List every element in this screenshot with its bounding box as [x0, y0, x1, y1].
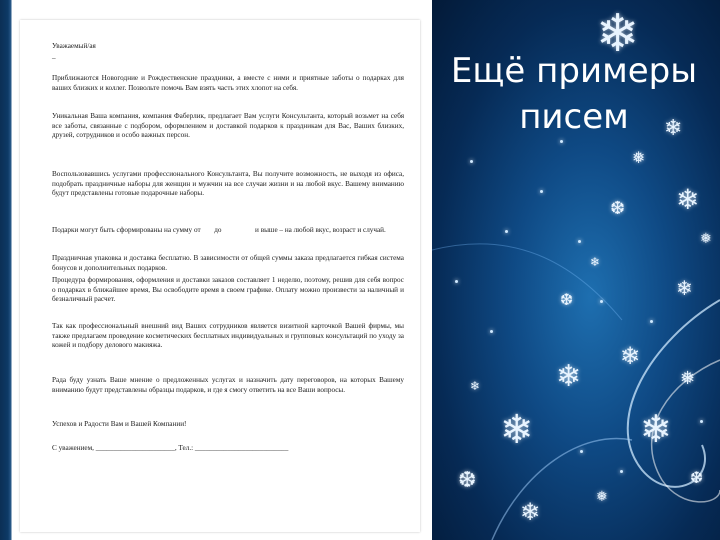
snowflake-icon: ❄ [640, 407, 672, 451]
snowflake-icon: ❅ [596, 489, 608, 505]
snowflake-icon: ❄ [676, 276, 693, 300]
letter-paragraph-1: Приближаются Новогодние и Рождественские праздники, а вместе с ними и приятные заботы о подарках для ваших близких и коллег. Позвольте помочь Вам взять часть этих хлопот на себя. [52, 74, 404, 92]
p4-part-c: и выше – на любой вкус, возраст и случай. [255, 226, 386, 234]
p4-part-b: до [214, 226, 222, 234]
snowflake-icon: ❄ [664, 116, 683, 141]
letter-page [20, 20, 420, 532]
sparkle [578, 240, 581, 243]
sparkle [455, 280, 458, 283]
letter-signature-line [52, 444, 404, 454]
snowflake-icon: ❄ [556, 359, 582, 394]
slide-title-line-2: писем [519, 97, 629, 137]
letter-greeting: Уважаемый/ая [52, 42, 96, 50]
sparkle [505, 230, 508, 233]
letter-paragraph-7: Так как профессиональный внешний вид Ваших сотрудников является визитной карточкой Вашей фирмы, мы также предлагаем проведение косметических бесплатных индивидуальных и групповых консультаций по уходу за кожей и подбору делового макияжа. [52, 322, 404, 350]
sparkle [580, 450, 583, 453]
letter-paragraph-4 [52, 226, 404, 236]
snowflake-icon: ❆ [560, 290, 574, 309]
letter-paragraph-8: Рада буду узнать Ваше мнение о предложенных услугах и назначить дату переговоров, на которых Вашему вниманию будут представлены образцы подарков, и где я смогу ответить на все Ваши вопросы. [52, 376, 404, 394]
letter-paragraph-2: Уникальная Ваша компания, компания Фаберлик, предлагает Вам услуги Консультанта, который возьмет на себя все заботы, связанные с подбором, оформлением и доставкой подарков к праздникам для Вас, Ваших близких, друзей, сотрудников и особо важных персон. [52, 112, 404, 140]
sparkle [560, 140, 563, 143]
letter-paragraph-3: Воспользовавшись услугами профессионального Консультанта, Вы получите возможность, не выходя из офиса, подобрать праздничные наборы для женщин и мужчин на все случаи жизни и на любой вкус. Вашему вниманию будут представлены готовые подарочные наборы. [52, 170, 404, 198]
closing-label: С уважением, [52, 444, 94, 452]
sparkle [490, 330, 493, 333]
sparkle [700, 420, 703, 423]
sparkle [620, 470, 623, 473]
sparkle [600, 300, 603, 303]
snowflake-icon: ❅ [632, 148, 646, 167]
snowflake-icon: ❄ [520, 498, 541, 526]
slide-title-line-1: Ещё примеры [450, 51, 698, 91]
snowflake-icon: ❄ [590, 255, 601, 269]
phone-blank: __________________________ [194, 444, 289, 452]
letter-paragraph-5: Праздничная упаковка и доставка бесплатно. В зависимости от общей суммы заказа предлагается гибкая система бонусов и дополнительных подарков. [52, 254, 404, 272]
sparkle [470, 160, 473, 163]
snowflake-icon: ❄ [596, 4, 640, 64]
snowflake-icon: ❆ [458, 468, 477, 493]
sparkle [650, 320, 653, 323]
snowflake-icon: ❅ [700, 231, 712, 247]
letter-paragraph-6: Процедура формирования, оформления и доставки заказов составляет 1 неделю, поэтому, решив для себя вопрос о подарках в ближайшее время, Вы освободите время в своем графике. Оплату можно произвести за наличный и безналичный расчет. [52, 276, 404, 304]
snowflake-icon: ❆ [690, 468, 704, 487]
sparkle [540, 190, 543, 193]
snowflake-icon: ❄ [500, 407, 534, 453]
snowflake-icon: ❄ [676, 183, 700, 216]
greeting-blank: _ [52, 52, 56, 60]
phone-label: , Тел.: [174, 444, 194, 452]
letter-paragraph-9: Успехов и Радости Вам и Вашей Компании! [52, 420, 187, 428]
snowflake-icon: ❆ [610, 198, 626, 219]
p4-part-a: Подарки могут быть сформированы на сумму от [52, 226, 201, 234]
name-blank: ______________________ [95, 444, 175, 452]
snowflake-icon: ❄ [620, 342, 641, 370]
snowflake-icon: ❅ [680, 368, 696, 389]
snowflake-icon: ❄ [470, 379, 481, 393]
